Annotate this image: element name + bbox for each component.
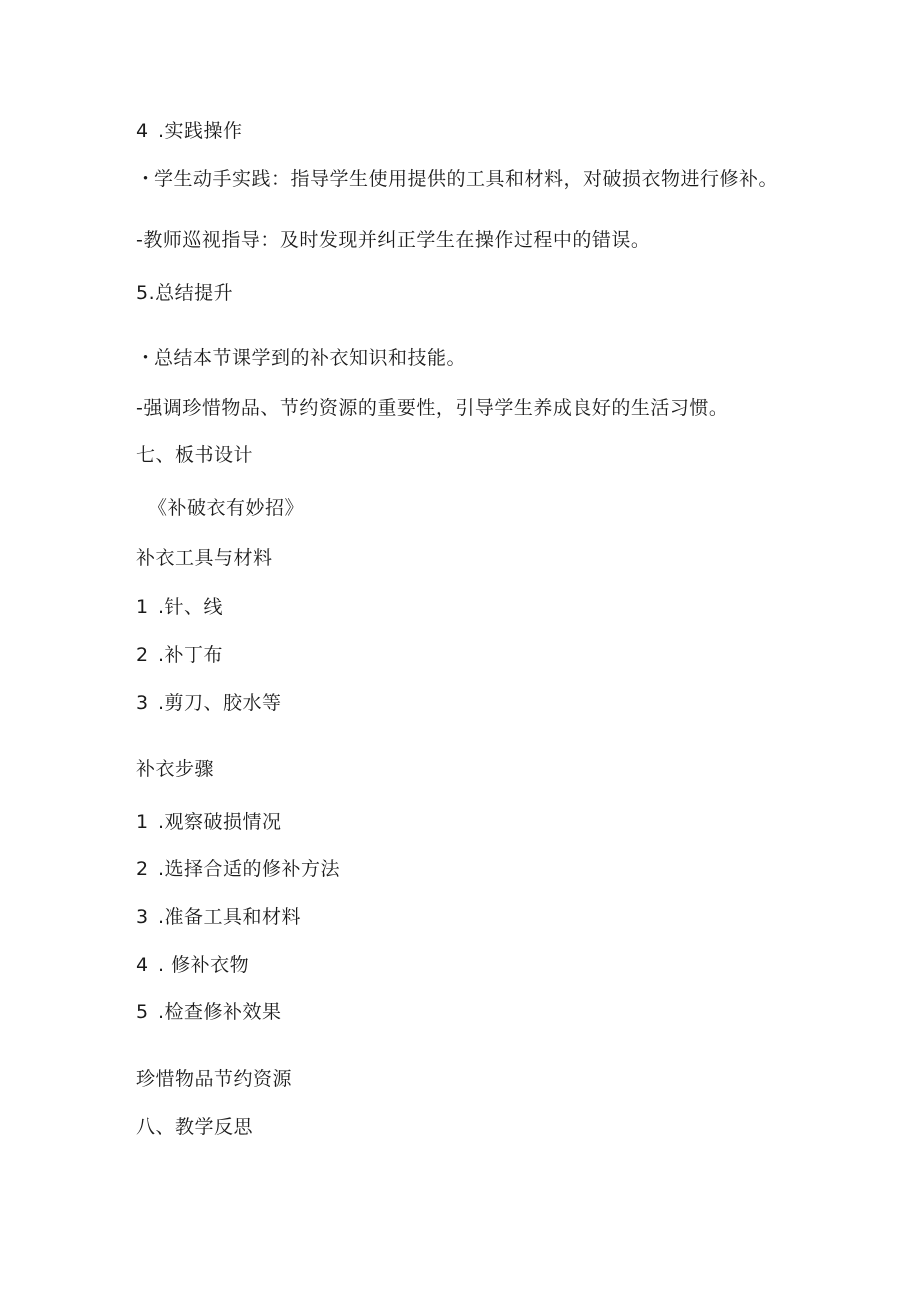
item-text: .观察破损情况 — [158, 811, 282, 833]
tool-item — [136, 643, 223, 667]
list-item-text: 学生动手实践：指导学生使用提供的工具和材料，对破损衣物进行修补。 — [154, 168, 779, 190]
item-number: 2 — [136, 644, 149, 666]
tools-heading: 补衣工具与材料 — [136, 547, 273, 569]
item-number: 4 — [136, 954, 149, 976]
item-number: 2 — [136, 858, 149, 880]
item-text: .选择合适的修补方法 — [158, 858, 341, 880]
list-item — [136, 346, 466, 370]
step-item — [136, 857, 340, 881]
section-title: .实践操作 — [158, 120, 243, 142]
reflection-heading: 八、教学反思 — [136, 1116, 254, 1138]
list-item — [136, 396, 728, 420]
item-text: .针、线 — [158, 596, 224, 618]
list-item-text: 总结本节课学到的补衣知识和技能。 — [154, 347, 467, 369]
list-item — [136, 228, 650, 252]
section-summary-heading: 5.总结提升 — [136, 282, 234, 304]
tool-item — [136, 595, 223, 619]
steps-heading: 补衣步骤 — [136, 758, 215, 780]
item-number: 1 — [136, 811, 149, 833]
tool-item — [136, 691, 282, 715]
item-text: .检查修补效果 — [158, 1001, 282, 1023]
step-item — [136, 905, 301, 929]
item-number: 5 — [136, 1001, 149, 1023]
board-design-heading: 七、板书设计 — [136, 444, 254, 466]
step-item — [136, 1000, 282, 1024]
item-number: 3 — [136, 906, 149, 928]
item-text: .补丁布 — [158, 644, 224, 666]
board-title: 《补破衣有妙招》 — [148, 497, 305, 519]
section-number: 4 — [136, 120, 149, 142]
item-text: . 修补衣物 — [158, 954, 250, 976]
list-item-text: 强调珍惜物品、节约资源的重要性，引导学生养成良好的生活习惯。 — [143, 397, 729, 419]
step-item — [136, 953, 249, 977]
item-number: 1 — [136, 596, 149, 618]
item-text: .准备工具和材料 — [158, 906, 302, 928]
list-item — [136, 167, 778, 191]
closing-line: 珍惜物品节约资源 — [136, 1068, 293, 1090]
bullet-marker: ・ — [136, 168, 156, 190]
item-text: .剪刀、胶水等 — [158, 692, 282, 714]
section-practice-heading — [136, 119, 243, 143]
bullet-marker: ・ — [136, 347, 156, 369]
dash-marker: - — [136, 397, 144, 419]
step-item — [136, 810, 282, 834]
dash-marker: - — [136, 229, 144, 251]
list-item-text: 教师巡视指导：及时发现并纠正学生在操作过程中的错误。 — [143, 229, 651, 251]
item-number: 3 — [136, 692, 149, 714]
